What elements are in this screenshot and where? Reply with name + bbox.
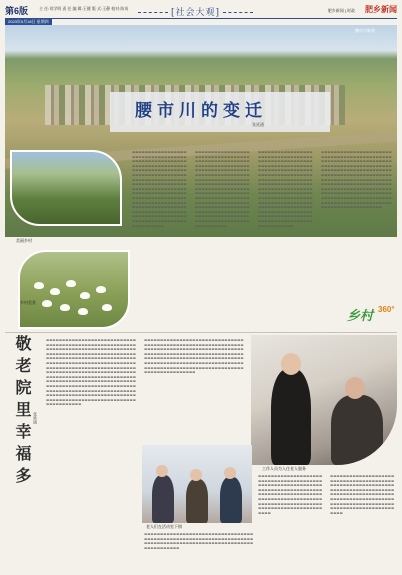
village-photo xyxy=(10,150,122,226)
article-2-col-3: ▬▬▬▬▬▬▬▬▬▬▬▬▬▬▬▬▬▬▬▬▬▬▬▬▬▬▬▬▬▬▬▬▬▬▬▬▬▬▬▬▬▬▬▬▬▬▬▬▬▬▬▬▬▬▬▬▬▬▬▬▬▬▬▬▬▬▬▬▬▬▬▬▬▬▬▬▬▬▬▬▬▬▬▬▬▬▬▬▬▬▬▬▬▬▬▬▬▬▬▬▬▬▬▬▬▬▬▬▬▬▬▬▬▬▬▬▬▬▬▬▬▬▬▬▬▬▬▬▬▬▬▬▬▬▬▬▬▬▬▬▬▬▬▬▬▬▬▬▬▬▬▬▬▬▬▬▬▬▬▬▬▬▬▬ xyxy=(258,474,323,515)
goose xyxy=(42,300,52,307)
goose xyxy=(60,304,70,311)
rural-360-badge xyxy=(345,303,395,329)
goose xyxy=(78,308,88,315)
article-1-col-1: ▬▬▬▬▬▬▬▬▬▬▬▬▬▬▬▬▬▬▬▬▬▬▬▬▬▬▬▬▬▬▬▬▬▬▬▬▬▬▬▬▬▬▬▬▬▬▬▬▬▬▬▬▬▬▬▬▬▬▬▬▬▬▬▬▬▬▬▬▬▬▬▬▬▬▬▬▬▬▬▬▬▬▬▬▬▬▬▬▬▬▬▬▬▬▬▬▬▬▬▬▬▬▬▬▬▬▬▬▬▬▬▬▬▬▬▬▬▬▬▬▬▬▬▬▬▬▬▬▬▬▬▬▬▬▬▬▬▬▬▬▬▬▬▬▬▬▬▬▬▬▬▬▬▬▬▬▬▬▬▬▬▬▬▬▬▬▬▬▬▬▬▬▬▬▬▬▬▬▬▬▬▬▬▬▬▬▬▬▬▬▬▬▬▬▬▬▬▬▬▬▬▬▬▬▬▬▬▬▬▬▬▬▬▬▬▬▬▬▬▬▬▬▬▬▬▬▬▬▬▬▬▬▬▬▬▬▬▬▬▬▬▬▬▬▬▬▬▬▬▬▬▬▬▬▬▬▬▬▬▬▬▬▬▬▬▬▬▬▬▬▬▬▬▬▬▬▬▬▬▬▬▬ xyxy=(132,150,187,228)
section-divider xyxy=(5,332,397,333)
editor-credits: 主 任:刘学明 责 任 编 辑:王健 版 式:王静 校对:陈英 xyxy=(39,6,129,11)
article-2-col-1: ▬▬▬▬▬▬▬▬▬▬▬▬▬▬▬▬▬▬▬▬▬▬▬▬▬▬▬▬▬▬▬▬▬▬▬▬▬▬▬▬▬▬▬▬▬▬▬▬▬▬▬▬▬▬▬▬▬▬▬▬▬▬▬▬▬▬▬▬▬▬▬▬▬▬▬▬▬▬▬▬▬▬▬▬▬▬▬▬▬▬▬▬▬▬▬▬▬▬▬▬▬▬▬▬▬▬▬▬▬▬▬▬▬▬▬▬▬▬▬▬▬▬▬▬▬▬▬▬▬▬▬▬▬▬▬▬▬▬▬▬▬▬▬▬▬▬▬▬▬▬▬▬▬▬▬▬▬▬▬▬▬▬▬▬▬▬▬▬▬▬▬▬▬▬▬▬▬▬▬▬▬▬▬▬▬▬▬▬▬▬▬▬▬▬▬▬▬▬▬▬▬▬▬▬▬▬▬▬▬▬▬▬▬▬▬▬▬▬▬▬▬▬▬▬▬▬▬▬▬▬▬▬▬▬▬▬▬▬▬▬▬▬▬▬▬▬▬▬▬▬▬▬▬▬▬▬▬▬▬▬▬▬▬▬▬▬▬▬▬▬▬▬▬▬▬▬▬▬▬▬▬▬▬▬▬▬▬▬▬▬▬▬▬▬▬▬▬▬▬▬▬▬▬▬▬▬▬▬▬▬▬▬▬▬▬▬▬▬▬▬▬▬▬▬▬▬▬▬▬▬▬▬▬▬▬▬▬▬▬▬▬▬▬▬▬▬▬▬▬▬▬▬▬▬▬▬▬▬▬▬▬▬▬▬▬▬▬▬▬▬▬▬▬▬▬▬▬▬▬▬▬▬▬▬▬▬▬▬▬▬▬▬▬▬▬▬▬▬▬▬▬▬▬ xyxy=(46,338,136,407)
hero-caption: 腰市川新貌 xyxy=(355,28,375,33)
goose xyxy=(80,292,90,299)
article-1-col-4: ▬▬▬▬▬▬▬▬▬▬▬▬▬▬▬▬▬▬▬▬▬▬▬▬▬▬▬▬▬▬▬▬▬▬▬▬▬▬▬▬▬▬▬▬▬▬▬▬▬▬▬▬▬▬▬▬▬▬▬▬▬▬▬▬▬▬▬▬▬▬▬▬▬▬▬▬▬▬▬▬▬▬▬▬▬▬▬▬▬▬▬▬▬▬▬▬▬▬▬▬▬▬▬▬▬▬▬▬▬▬▬▬▬▬▬▬▬▬▬▬▬▬▬▬▬▬▬▬▬▬▬▬▬▬▬▬▬▬▬▬▬▬▬▬▬▬▬▬▬▬▬▬▬▬▬▬▬▬▬▬▬▬▬▬▬▬▬▬▬▬▬▬▬▬▬▬▬▬▬▬▬▬▬▬▬▬▬▬▬▬▬▬▬▬▬▬▬▬▬▬▬▬▬▬▬▬▬▬▬▬▬▬▬▬▬▬▬▬▬▬▬▬▬▬▬▬▬▬▬▬▬▬▬▬▬▬▬▬▬▬▬▬▬▬▬▬▬▬▬▬▬▬▬▬▬▬▬▬▬▬▬▬▬▬▬▬▬▬▬▬▬▬▬▬▬▬▬▬▬▬▬▬▬ xyxy=(321,150,392,210)
elder-figure xyxy=(331,395,383,465)
section-title: [社会大观] xyxy=(135,5,256,18)
article-1-col-3: ▬▬▬▬▬▬▬▬▬▬▬▬▬▬▬▬▬▬▬▬▬▬▬▬▬▬▬▬▬▬▬▬▬▬▬▬▬▬▬▬▬▬▬▬▬▬▬▬▬▬▬▬▬▬▬▬▬▬▬▬▬▬▬▬▬▬▬▬▬▬▬▬▬▬▬▬▬▬▬▬▬▬▬▬▬▬▬▬▬▬▬▬▬▬▬▬▬▬▬▬▬▬▬▬▬▬▬▬▬▬▬▬▬▬▬▬▬▬▬▬▬▬▬▬▬▬▬▬▬▬▬▬▬▬▬▬▬▬▬▬▬▬▬▬▬▬▬▬▬▬▬▬▬▬▬▬▬▬▬▬▬▬▬▬▬▬▬▬▬▬▬▬▬▬▬▬▬▬▬▬▬▬▬▬▬▬▬▬▬▬▬▬▬▬▬▬▬▬▬▬▬▬▬▬▬▬▬▬▬▬▬▬▬▬▬▬▬▬▬▬▬▬▬▬▬▬▬▬▬▬▬▬▬▬▬▬▬▬▬▬▬▬▬▬▬▬▬▬▬▬▬▬▬▬▬▬▬▬▬▬▬▬▬▬▬▬▬▬▬▬▬▬▬▬▬▬▬▬▬▬▬▬▬ xyxy=(258,150,313,228)
byline-1: 张延通 xyxy=(252,122,264,127)
player-figure xyxy=(152,475,174,523)
article-1-col-2: ▬▬▬▬▬▬▬▬▬▬▬▬▬▬▬▬▬▬▬▬▬▬▬▬▬▬▬▬▬▬▬▬▬▬▬▬▬▬▬▬▬▬▬▬▬▬▬▬▬▬▬▬▬▬▬▬▬▬▬▬▬▬▬▬▬▬▬▬▬▬▬▬▬▬▬▬▬▬▬▬▬▬▬▬▬▬▬▬▬▬▬▬▬▬▬▬▬▬▬▬▬▬▬▬▬▬▬▬▬▬▬▬▬▬▬▬▬▬▬▬▬▬▬▬▬▬▬▬▬▬▬▬▬▬▬▬▬▬▬▬▬▬▬▬▬▬▬▬▬▬▬▬▬▬▬▬▬▬▬▬▬▬▬▬▬▬▬▬▬▬▬▬▬▬▬▬▬▬▬▬▬▬▬▬▬▬▬▬▬▬▬▬▬▬▬▬▬▬▬▬▬▬▬▬▬▬▬▬▬▬▬▬▬▬▬▬▬▬▬▬▬▬▬▬▬▬▬▬▬▬▬▬▬▬▬▬▬▬▬▬▬▬▬▬▬▬▬▬▬▬▬▬▬▬▬▬▬▬▬▬▬▬▬▬▬▬▬▬▬▬▬▬▬▬▬▬▬▬▬▬▬▬ xyxy=(195,150,250,228)
caregiver-figure xyxy=(271,369,311,465)
article-2-col-2b: ▬▬▬▬▬▬▬▬▬▬▬▬▬▬▬▬▬▬▬▬▬▬▬▬▬▬▬▬▬▬▬▬▬▬▬▬▬▬▬▬▬▬▬▬▬▬▬▬▬▬▬▬▬▬▬▬▬▬▬▬▬▬▬▬▬▬▬▬▬▬▬▬▬▬▬▬▬▬▬▬▬▬▬▬▬▬▬▬▬▬▬▬▬▬▬▬▬▬▬▬▬▬▬▬▬▬▬▬▬▬▬▬▬ xyxy=(144,532,254,550)
headline-2: 敬老院里幸福多 xyxy=(13,335,32,489)
goose xyxy=(50,288,60,295)
headline-1: 腰市川的变迁 xyxy=(135,101,267,121)
player-figure xyxy=(186,479,208,523)
paper-name: 肥乡新闻 | 时政 xyxy=(327,8,355,13)
photo3-caption: 工作人员为入住老人服务 xyxy=(262,466,306,471)
goose xyxy=(96,286,106,293)
player-face xyxy=(156,465,168,477)
player-face xyxy=(190,469,202,481)
photo1-caption: 美丽乡村 xyxy=(16,238,32,243)
masthead-logo: 肥乡新闻 xyxy=(365,4,397,14)
chess-photo xyxy=(142,445,252,523)
goose xyxy=(34,282,44,289)
page-header xyxy=(5,4,397,19)
byline-2: 张延通 xyxy=(33,412,38,424)
page-number: 第6版 xyxy=(5,6,29,16)
player-face xyxy=(224,467,236,479)
issue-date: 2023年5月18日 星期四 xyxy=(5,19,52,25)
player-figure xyxy=(220,477,242,523)
badge-text: 乡村 xyxy=(347,308,374,323)
caregiver-face xyxy=(281,353,301,375)
article-2-col-4: ▬▬▬▬▬▬▬▬▬▬▬▬▬▬▬▬▬▬▬▬▬▬▬▬▬▬▬▬▬▬▬▬▬▬▬▬▬▬▬▬▬▬▬▬▬▬▬▬▬▬▬▬▬▬▬▬▬▬▬▬▬▬▬▬▬▬▬▬▬▬▬▬▬▬▬▬▬▬▬▬▬▬▬▬▬▬▬▬▬▬▬▬▬▬▬▬▬▬▬▬▬▬▬▬▬▬▬▬▬▬▬▬▬▬▬▬▬▬▬▬▬▬▬▬▬▬▬▬▬▬▬▬▬▬▬▬▬▬▬▬▬▬▬▬▬▬▬▬▬▬▬▬▬▬▬▬▬▬▬▬▬▬▬▬ xyxy=(330,474,395,515)
goose xyxy=(66,280,76,287)
caregiver-photo xyxy=(251,335,397,465)
geese-photo xyxy=(18,250,130,329)
photo4-caption: 老人们在活动室下棋 xyxy=(146,524,182,529)
badge-number: 360° xyxy=(378,305,395,314)
goose xyxy=(102,304,112,311)
photo2-caption: 乡村美景 xyxy=(20,300,36,305)
article-2-col-2: ▬▬▬▬▬▬▬▬▬▬▬▬▬▬▬▬▬▬▬▬▬▬▬▬▬▬▬▬▬▬▬▬▬▬▬▬▬▬▬▬▬▬▬▬▬▬▬▬▬▬▬▬▬▬▬▬▬▬▬▬▬▬▬▬▬▬▬▬▬▬▬▬▬▬▬▬▬▬▬▬▬▬▬▬▬▬▬▬▬▬▬▬▬▬▬▬▬▬▬▬▬▬▬▬▬▬▬▬▬▬▬▬▬▬▬▬▬▬▬▬▬▬▬▬▬▬▬▬▬▬▬▬▬▬▬▬▬▬▬▬▬▬▬▬▬▬▬▬▬▬▬▬▬▬▬▬▬▬▬▬▬▬▬▬▬▬▬▬▬▬▬▬▬▬▬▬▬▬▬▬▬▬▬▬▬▬▬▬▬▬▬▬▬▬▬▬▬▬▬▬▬▬▬▬▬▬▬▬▬▬▬▬▬▬▬▬▬▬▬▬▬▬▬▬▬▬▬▬▬▬▬▬▬ xyxy=(144,338,244,375)
elder-face xyxy=(345,377,365,399)
